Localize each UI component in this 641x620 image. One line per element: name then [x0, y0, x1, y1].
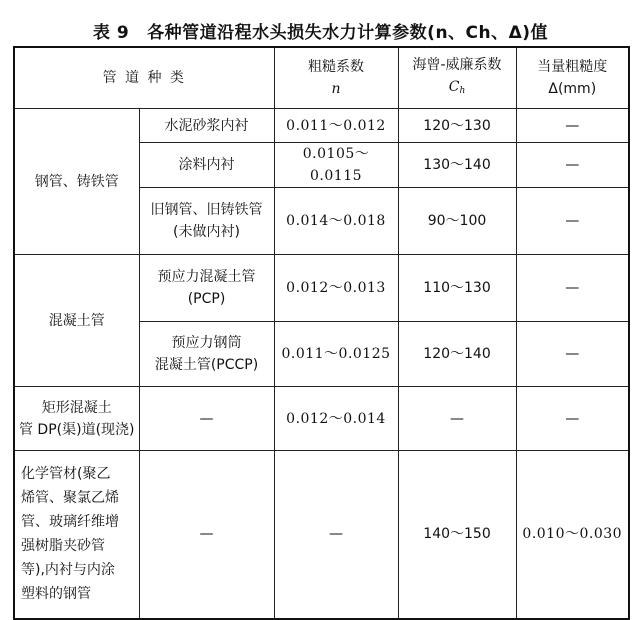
- header-hazen-williams: [398, 47, 516, 109]
- ch-cell: 90～100: [398, 188, 516, 255]
- lining-cell: 预应力混凝土管 (PCP): [139, 255, 274, 322]
- ch-cell: 140～150: [398, 451, 516, 619]
- n-cell: 0.011～0.012: [274, 109, 398, 143]
- header-roughness-symbol: n: [331, 81, 341, 97]
- n-cell: 0.012～0.014: [274, 387, 398, 451]
- header-roughness: [274, 47, 398, 109]
- n-cell: 0.014～0.018: [274, 188, 398, 255]
- table-row: [14, 387, 629, 451]
- delta-cell: 0.010～0.030: [516, 451, 629, 619]
- header-er-label: 当量粗糙度: [537, 59, 608, 75]
- n-cell: 0.011～0.0125: [274, 322, 398, 387]
- group-steel: 钢管、铸铁管: [14, 109, 139, 255]
- lining-cell: —: [139, 451, 274, 619]
- header-row: [14, 47, 629, 109]
- table-row: [14, 109, 629, 143]
- lining-cell: 涂料内衬: [139, 143, 274, 188]
- delta-cell: —: [516, 109, 629, 143]
- ch-cell: 120～140: [398, 322, 516, 387]
- lining-cell: 水泥砂浆内衬: [139, 109, 274, 143]
- lining-cell: 预应力钢筒 混凝土管(PCCP): [139, 322, 274, 387]
- header-pipe-type: 管 道 种 类: [14, 47, 274, 109]
- table-number: 表 9: [92, 23, 130, 43]
- group-concrete: 混凝土管: [14, 255, 139, 387]
- n-cell: —: [274, 451, 398, 619]
- n-cell: 0.0105～0.0115: [274, 143, 398, 188]
- delta-cell: —: [516, 322, 629, 387]
- table-row: [14, 255, 629, 322]
- table-caption: 各种管道沿程水头损失水力计算参数(n、Ch、Δ)值: [147, 23, 549, 43]
- header-roughness-label: 粗糙系数: [308, 59, 365, 75]
- ch-cell: 130～140: [398, 143, 516, 188]
- ch-cell: 120～130: [398, 109, 516, 143]
- ch-cell: 110～130: [398, 255, 516, 322]
- header-equivalent-roughness: [516, 47, 629, 109]
- group-chemical: 化学管材(聚乙 烯管、聚氯乙烯 管、玻璃纤维增 强树脂夹砂管 等),内衬与内涂 塑料的钢管: [14, 451, 139, 619]
- parameter-table: [13, 46, 630, 620]
- delta-cell: —: [516, 188, 629, 255]
- delta-cell: —: [516, 387, 629, 451]
- lining-cell: 旧钢管、旧铸铁管 (未做内衬): [139, 188, 274, 255]
- lining-cell: —: [139, 387, 274, 451]
- delta-cell: —: [516, 143, 629, 188]
- n-cell: 0.012～0.013: [274, 255, 398, 322]
- header-hw-label: 海曾-威廉系数: [412, 57, 502, 73]
- table-title: [0, 18, 641, 43]
- group-rectangular: 矩形混凝土 管 DP(渠)道(现浇): [14, 387, 139, 451]
- header-er-symbol: Δ(mm): [548, 81, 597, 97]
- header-hw-symbol: $C_h$: [448, 79, 466, 96]
- ch-cell: —: [398, 387, 516, 451]
- delta-cell: —: [516, 255, 629, 322]
- table-row: [14, 451, 629, 619]
